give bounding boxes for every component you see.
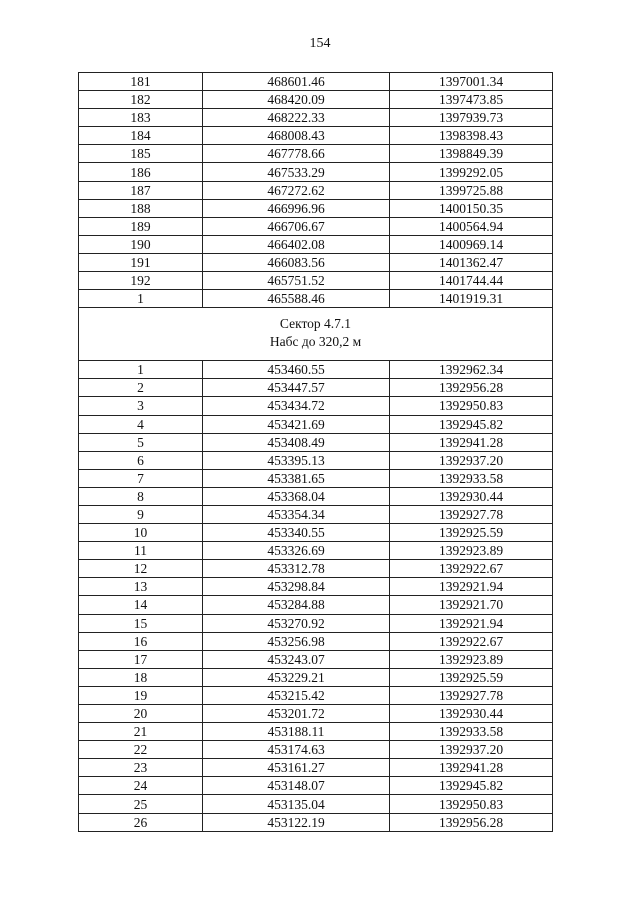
sector-header-group — [79, 308, 553, 361]
table-row — [79, 777, 553, 795]
point-number-cell: 6 — [79, 451, 203, 469]
point-number-cell: 21 — [79, 723, 203, 741]
x-coordinate-cell: 453421.69 — [203, 415, 390, 433]
x-coordinate-cell: 453122.19 — [203, 813, 390, 831]
x-coordinate-cell: 453174.63 — [203, 741, 390, 759]
table-row — [79, 614, 553, 632]
table-row — [79, 650, 553, 668]
point-number-cell: 4 — [79, 415, 203, 433]
y-coordinate-cell: 1397939.73 — [390, 109, 553, 127]
point-number-cell: 187 — [79, 181, 203, 199]
x-coordinate-cell: 453434.72 — [203, 397, 390, 415]
table-row — [79, 505, 553, 523]
y-coordinate-cell: 1400150.35 — [390, 199, 553, 217]
point-number-cell: 22 — [79, 741, 203, 759]
point-number-cell: 10 — [79, 524, 203, 542]
y-coordinate-cell: 1392925.59 — [390, 668, 553, 686]
sector-title: Сектор 4.7.1 — [279, 316, 352, 332]
x-coordinate-cell: 453395.13 — [203, 451, 390, 469]
x-coordinate-cell: 468420.09 — [203, 91, 390, 109]
sector-subtitle: Набс до 320,2 м — [269, 334, 362, 350]
table-row — [79, 795, 553, 813]
page-number: 154 — [309, 36, 331, 51]
x-coordinate-cell: 453243.07 — [203, 650, 390, 668]
coordinate-rows-before — [79, 73, 553, 308]
table-row — [79, 487, 553, 505]
table-row — [79, 127, 553, 145]
x-coordinate-cell: 453354.34 — [203, 505, 390, 523]
y-coordinate-cell: 1397001.34 — [390, 73, 553, 91]
sector-header — [79, 308, 553, 361]
y-coordinate-cell: 1392923.89 — [390, 542, 553, 560]
point-number-cell: 1 — [79, 290, 203, 308]
table-row — [79, 73, 553, 91]
y-coordinate-cell: 1392930.44 — [390, 705, 553, 723]
table-row — [79, 109, 553, 127]
y-coordinate-cell: 1392927.78 — [390, 686, 553, 704]
x-coordinate-cell: 466996.96 — [203, 199, 390, 217]
x-coordinate-cell: 466706.67 — [203, 217, 390, 235]
x-coordinate-cell: 453148.07 — [203, 777, 390, 795]
y-coordinate-cell: 1392933.58 — [390, 723, 553, 741]
x-coordinate-cell: 453447.57 — [203, 379, 390, 397]
x-coordinate-cell: 453460.55 — [203, 361, 390, 379]
x-coordinate-cell: 453135.04 — [203, 795, 390, 813]
point-number-cell: 181 — [79, 73, 203, 91]
table-row — [79, 723, 553, 741]
x-coordinate-cell: 467272.62 — [203, 181, 390, 199]
point-number-cell: 8 — [79, 487, 203, 505]
y-coordinate-cell: 1399725.88 — [390, 181, 553, 199]
table-row — [79, 542, 553, 560]
table-row — [79, 705, 553, 723]
y-coordinate-cell: 1392956.28 — [390, 813, 553, 831]
point-number-cell: 7 — [79, 469, 203, 487]
point-number-cell: 182 — [79, 91, 203, 109]
table-row — [79, 199, 553, 217]
y-coordinate-cell: 1392941.28 — [390, 759, 553, 777]
y-coordinate-cell: 1392950.83 — [390, 795, 553, 813]
x-coordinate-cell: 465751.52 — [203, 272, 390, 290]
y-coordinate-cell: 1392945.82 — [390, 415, 553, 433]
x-coordinate-cell: 453408.49 — [203, 433, 390, 451]
y-coordinate-cell: 1392922.67 — [390, 560, 553, 578]
y-coordinate-cell: 1392941.28 — [390, 433, 553, 451]
y-coordinate-cell: 1392937.20 — [390, 741, 553, 759]
y-coordinate-cell: 1398849.39 — [390, 145, 553, 163]
x-coordinate-cell: 453312.78 — [203, 560, 390, 578]
point-number-cell: 188 — [79, 199, 203, 217]
table-row — [79, 272, 553, 290]
y-coordinate-cell: 1392937.20 — [390, 451, 553, 469]
point-number-cell: 16 — [79, 632, 203, 650]
point-number-cell: 191 — [79, 253, 203, 271]
point-number-cell: 25 — [79, 795, 203, 813]
table-row — [79, 91, 553, 109]
table-row — [79, 686, 553, 704]
x-coordinate-cell: 453340.55 — [203, 524, 390, 542]
table-row — [79, 415, 553, 433]
y-coordinate-cell: 1397473.85 — [390, 91, 553, 109]
x-coordinate-cell: 468601.46 — [203, 73, 390, 91]
table-row — [79, 578, 553, 596]
x-coordinate-cell: 468008.43 — [203, 127, 390, 145]
x-coordinate-cell: 453368.04 — [203, 487, 390, 505]
table-row — [79, 235, 553, 253]
y-coordinate-cell: 1392925.59 — [390, 524, 553, 542]
point-number-cell: 19 — [79, 686, 203, 704]
table-row — [79, 397, 553, 415]
table-row — [79, 560, 553, 578]
point-number-cell: 5 — [79, 433, 203, 451]
point-number-cell: 2 — [79, 379, 203, 397]
y-coordinate-cell: 1392922.67 — [390, 632, 553, 650]
table-row — [79, 290, 553, 308]
y-coordinate-cell: 1398398.43 — [390, 127, 553, 145]
y-coordinate-cell: 1392921.94 — [390, 578, 553, 596]
table-row — [79, 813, 553, 831]
point-number-cell: 15 — [79, 614, 203, 632]
table-row — [79, 361, 553, 379]
y-coordinate-cell: 1401744.44 — [390, 272, 553, 290]
point-number-cell: 23 — [79, 759, 203, 777]
table-row — [79, 632, 553, 650]
coordinate-table — [78, 72, 553, 832]
y-coordinate-cell: 1401919.31 — [390, 290, 553, 308]
x-coordinate-cell: 453188.11 — [203, 723, 390, 741]
table-row — [79, 433, 553, 451]
table-row — [79, 524, 553, 542]
table-row — [79, 253, 553, 271]
point-number-cell: 183 — [79, 109, 203, 127]
table-row — [79, 759, 553, 777]
x-coordinate-cell: 453201.72 — [203, 705, 390, 723]
table-row — [79, 451, 553, 469]
sector-header-row — [79, 308, 553, 361]
table-row — [79, 145, 553, 163]
table-row — [79, 379, 553, 397]
point-number-cell: 190 — [79, 235, 203, 253]
point-number-cell: 185 — [79, 145, 203, 163]
point-number-cell: 20 — [79, 705, 203, 723]
y-coordinate-cell: 1400564.94 — [390, 217, 553, 235]
point-number-cell: 192 — [79, 272, 203, 290]
point-number-cell: 186 — [79, 163, 203, 181]
x-coordinate-cell: 453229.21 — [203, 668, 390, 686]
x-coordinate-cell: 453215.42 — [203, 686, 390, 704]
x-coordinate-cell: 453298.84 — [203, 578, 390, 596]
table-row — [79, 217, 553, 235]
table-row — [79, 596, 553, 614]
x-coordinate-cell: 453256.98 — [203, 632, 390, 650]
x-coordinate-cell: 467533.29 — [203, 163, 390, 181]
point-number-cell: 14 — [79, 596, 203, 614]
table-row — [79, 741, 553, 759]
table-row — [79, 668, 553, 686]
point-number-cell: 1 — [79, 361, 203, 379]
x-coordinate-cell: 466402.08 — [203, 235, 390, 253]
point-number-cell: 11 — [79, 542, 203, 560]
x-coordinate-cell: 468222.33 — [203, 109, 390, 127]
y-coordinate-cell: 1392945.82 — [390, 777, 553, 795]
y-coordinate-cell: 1392950.83 — [390, 397, 553, 415]
y-coordinate-cell: 1392927.78 — [390, 505, 553, 523]
x-coordinate-cell: 453284.88 — [203, 596, 390, 614]
y-coordinate-cell: 1400969.14 — [390, 235, 553, 253]
y-coordinate-cell: 1392962.34 — [390, 361, 553, 379]
point-number-cell: 184 — [79, 127, 203, 145]
table-row — [79, 163, 553, 181]
table-row — [79, 469, 553, 487]
point-number-cell: 18 — [79, 668, 203, 686]
x-coordinate-cell: 453270.92 — [203, 614, 390, 632]
y-coordinate-cell: 1401362.47 — [390, 253, 553, 271]
point-number-cell: 3 — [79, 397, 203, 415]
point-number-cell: 189 — [79, 217, 203, 235]
y-coordinate-cell: 1392956.28 — [390, 379, 553, 397]
point-number-cell: 24 — [79, 777, 203, 795]
y-coordinate-cell: 1399292.05 — [390, 163, 553, 181]
point-number-cell: 13 — [79, 578, 203, 596]
x-coordinate-cell: 453326.69 — [203, 542, 390, 560]
point-number-cell: 17 — [79, 650, 203, 668]
x-coordinate-cell: 467778.66 — [203, 145, 390, 163]
x-coordinate-cell: 466083.56 — [203, 253, 390, 271]
x-coordinate-cell: 453381.65 — [203, 469, 390, 487]
y-coordinate-cell: 1392923.89 — [390, 650, 553, 668]
table-row — [79, 181, 553, 199]
point-number-cell: 9 — [79, 505, 203, 523]
y-coordinate-cell: 1392921.70 — [390, 596, 553, 614]
coordinate-rows-after — [79, 361, 553, 831]
y-coordinate-cell: 1392933.58 — [390, 469, 553, 487]
x-coordinate-cell: 453161.27 — [203, 759, 390, 777]
point-number-cell: 12 — [79, 560, 203, 578]
point-number-cell: 26 — [79, 813, 203, 831]
x-coordinate-cell: 465588.46 — [203, 290, 390, 308]
y-coordinate-cell: 1392921.94 — [390, 614, 553, 632]
y-coordinate-cell: 1392930.44 — [390, 487, 553, 505]
